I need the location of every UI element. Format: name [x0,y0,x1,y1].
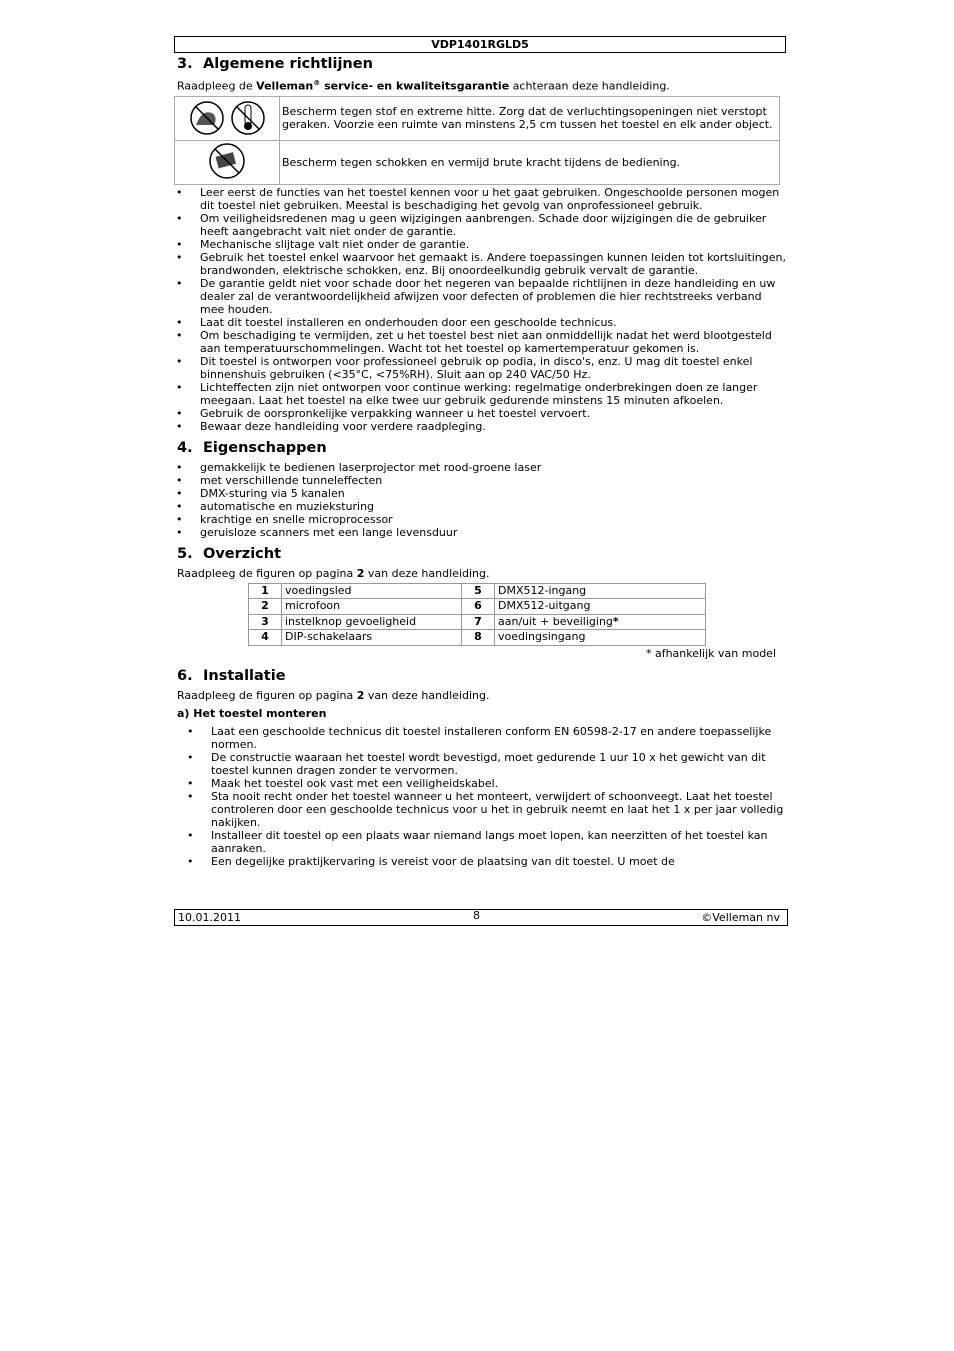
list-item: • Om beschadiging te vermijden, zet u het toestel best niet aan onmiddellijk nadat het werd blootgesteld aan temperatuurschommelingen. Wacht tot het toestel op kamertemperatuur gekomen is. [174,329,786,355]
section-5-title: 5. Overzicht [177,545,282,562]
table-row: 2 microfoon 6 DMX512-uitgang [249,599,706,615]
list-item: • DMX-sturing via 5 kanalen [174,487,786,500]
list-item: • met verschillende tunneleffecten [174,474,786,487]
footer-copyright: ©Velleman nv [701,911,780,924]
list-item: • krachtige en snelle microprocessor [174,513,786,526]
list-item: • Laat een geschoolde technicus dit toestel installeren conform EN 60598-2-17 en andere toepasselijke normen. [174,725,786,751]
list-item: • geruisloze scanners met een lange levensduur [174,526,786,539]
warning-dust-heat: Bescherm tegen stof en extreme hitte. Zorg dat de verluchtingsopeningen niet verstopt geraken. Voorzie een ruimte van minstens 2,5 cm tussen het toestel en elk ander object. [280,96,780,140]
page-footer [174,909,788,926]
list-item: • Gebruik de oorspronkelijke verpakking wanneer u het toestel vervoert. [174,407,786,420]
list-item: • Mechanische slijtage valt niet onder de garantie. [174,238,786,251]
list-item: • Een degelijke praktijkervaring is vereist voor de plaatsing van dit toestel. U moet de [174,855,786,868]
section-6-intro: Raadpleeg de figuren op pagina 2 van deze handleiding. [177,688,490,702]
overview-table [248,583,706,646]
section-4-title: 4. Eigenschappen [177,439,327,456]
subsection-title: a) Het toestel monteren [177,706,327,720]
safety-table [174,96,780,185]
section-3-intro: Raadpleeg de Velleman® service- en kwaliteitsgarantie achteraan deze handleiding. [177,79,670,93]
page-number: 8 [473,909,480,922]
table-row: 1 voedingsled 5 DMX512-ingang [249,583,706,599]
list-item: • De garantie geldt niet voor schade door het negeren van bepaalde richtlijnen in deze handleiding en uw dealer zal de verantwoordelijkheid afwijzen voor defecten of problemen die hier rechtstreeks verband mee houden. [174,277,786,316]
section-5-intro: Raadpleeg de figuren op pagina 2 van deze handleiding. [177,566,490,580]
list-item: • Leer eerst de functies van het toestel kennen voor u het gaat gebruiken. Ongeschoolde personen mogen dit toestel niet gebruiken. Meestal is beschadiging het gevolg van onprofessioneel gebruik. [174,186,786,212]
installation-list [174,725,786,868]
list-item: • De constructie waaraan het toestel wordt bevestigd, moet gedurende 1 uur 10 x het gewicht van dit toestel kunnen dragen zonder te vervormen. [174,751,786,777]
safety-icon-cell [175,140,280,184]
list-item: • Sta nooit recht onder het toestel wanneer u het monteert, verwijdert of schoonveegt. Laat het toestel controleren door een geschoolde technicus voor u het in gebruik neemt en laat het 1 x per jaar volledig nakijken. [174,790,786,829]
list-item: • gemakkelijk te bedienen laserprojector met rood-groene laser [174,461,786,474]
safety-icons-cell [175,96,280,140]
no-shock-icon [207,141,247,181]
list-item: • Lichteffecten zijn niet ontworpen voor continue werking: regelmatige onderbrekingen doen ze langer meegaan. Laat het toestel na elke twee uur gebruik gedurende minstens 15 minuten afkoelen. [174,381,786,407]
list-item: • Dit toestel is ontworpen voor professioneel gebruik op podia, in disco's, enz. U mag dit toestel enkel binnenshuis gebruiken (<35°C, <75%RH). Sluit aan op 240 VAC/50 Hz. [174,355,786,381]
list-item: • Om veiligheidsredenen mag u geen wijzigingen aanbrengen. Schade door wijzigingen die de gebruiker heeft aangebracht valt niet onder de garantie. [174,212,786,238]
list-item: • Laat dit toestel installeren en onderhouden door een geschoolde technicus. [174,316,786,329]
list-item: • Gebruik het toestel enkel waarvoor het gemaakt is. Andere toepassingen kunnen leiden tot kortsluitingen, brandwonden, elektrische schokken, enz. Bij onoordeelkundig gebruik vervalt de garantie. [174,251,786,277]
warning-shock: Bescherm tegen schokken en vermijd brute kracht tijdens de bediening. [280,140,780,184]
section-3-title: 3. Algemene richtlijnen [177,56,373,72]
section-6-title: 6. Installatie [177,667,286,684]
page-header: VDP1401RGLD5 [174,36,786,53]
features-list [174,461,786,539]
no-heat-icon [232,102,264,134]
list-item: • Maak het toestel ook vast met een veiligheidskabel. [174,777,786,790]
table-row: 3 instelknop gevoeligheid 7 aan/uit + beveiliging* [249,614,706,630]
overview-footnote: * afhankelijk van model [645,646,776,660]
list-item: • Bewaar deze handleiding voor verdere raadpleging. [174,420,786,433]
no-dust-icon [191,102,223,134]
manual-page [174,36,786,868]
guidelines-list [174,186,786,433]
footer-date: 10.01.2011 [178,911,241,924]
table-row: 4 DIP-schakelaars 8 voedingsingang [249,630,706,646]
list-item: • Installeer dit toestel op een plaats waar niemand langs moet lopen, kan neerzitten of het toestel kan aanraken. [174,829,786,855]
list-item: • automatische en muzieksturing [174,500,786,513]
